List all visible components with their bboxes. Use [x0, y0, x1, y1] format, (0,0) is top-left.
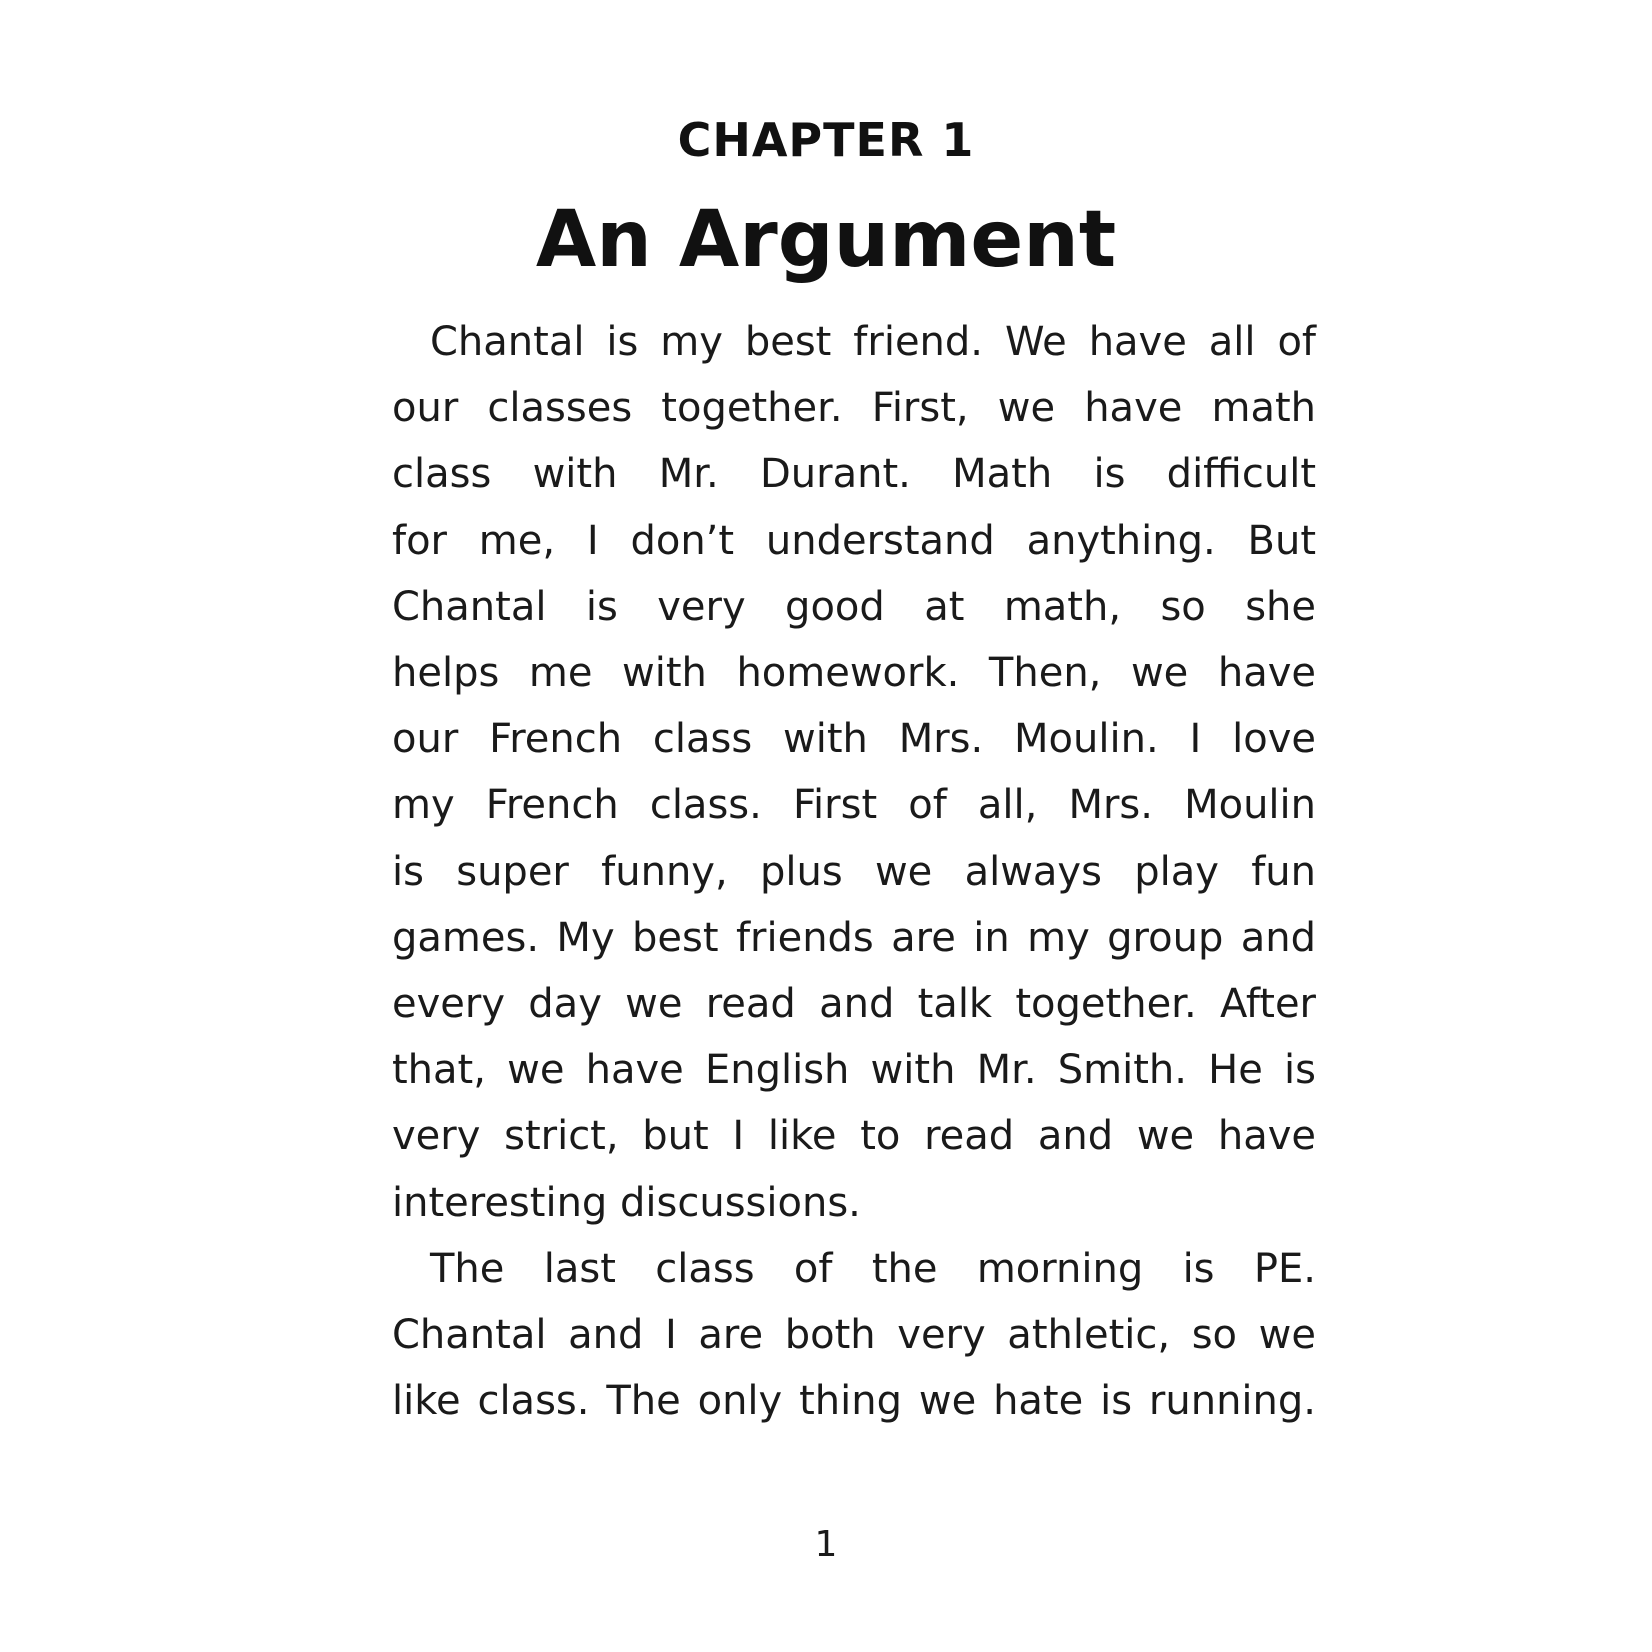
text-line: our French class with Mrs. Moulin. I love [392, 716, 1316, 763]
chapter-title: An Argument [535, 195, 1117, 285]
paragraph-1 [392, 309, 1316, 1236]
text-line: class with Mr. Durant. Math is difficult [392, 451, 1316, 498]
text-line: my French class. First of all, Mrs. Moulin [392, 782, 1316, 829]
text-line: Chantal is very good at math, so she [392, 583, 1316, 630]
text-line: helps me with homework. Then, we have [392, 650, 1316, 697]
chapter-body [392, 309, 1316, 1434]
text-line: Chantal and I are both very athletic, so we [392, 1312, 1316, 1359]
text-line: that, we have English with Mr. Smith. He is [392, 1047, 1316, 1094]
text-line: is super funny, plus we always play fun [392, 848, 1316, 895]
text-line: games. My best friends are in my group and [392, 914, 1316, 961]
text-line: The last class of the morning is PE. [430, 1245, 1316, 1292]
paragraph-2 [392, 1236, 1316, 1435]
text-line: for me, I don’t understand anything. But [392, 517, 1316, 564]
text-line: every day we read and talk together. After [392, 981, 1316, 1028]
chapter-label: CHAPTER 1 [677, 113, 975, 167]
page-number: 1 [814, 1524, 838, 1565]
text-line: our classes together. First, we have math [392, 385, 1316, 432]
text-line: Chantal is my best friend. We have all of [430, 319, 1316, 365]
text-line: like class. The only thing we hate is running. [392, 1378, 1316, 1425]
text-line: very strict, but I like to read and we have [392, 1113, 1316, 1160]
text-line: interesting discussions. [392, 1179, 861, 1226]
